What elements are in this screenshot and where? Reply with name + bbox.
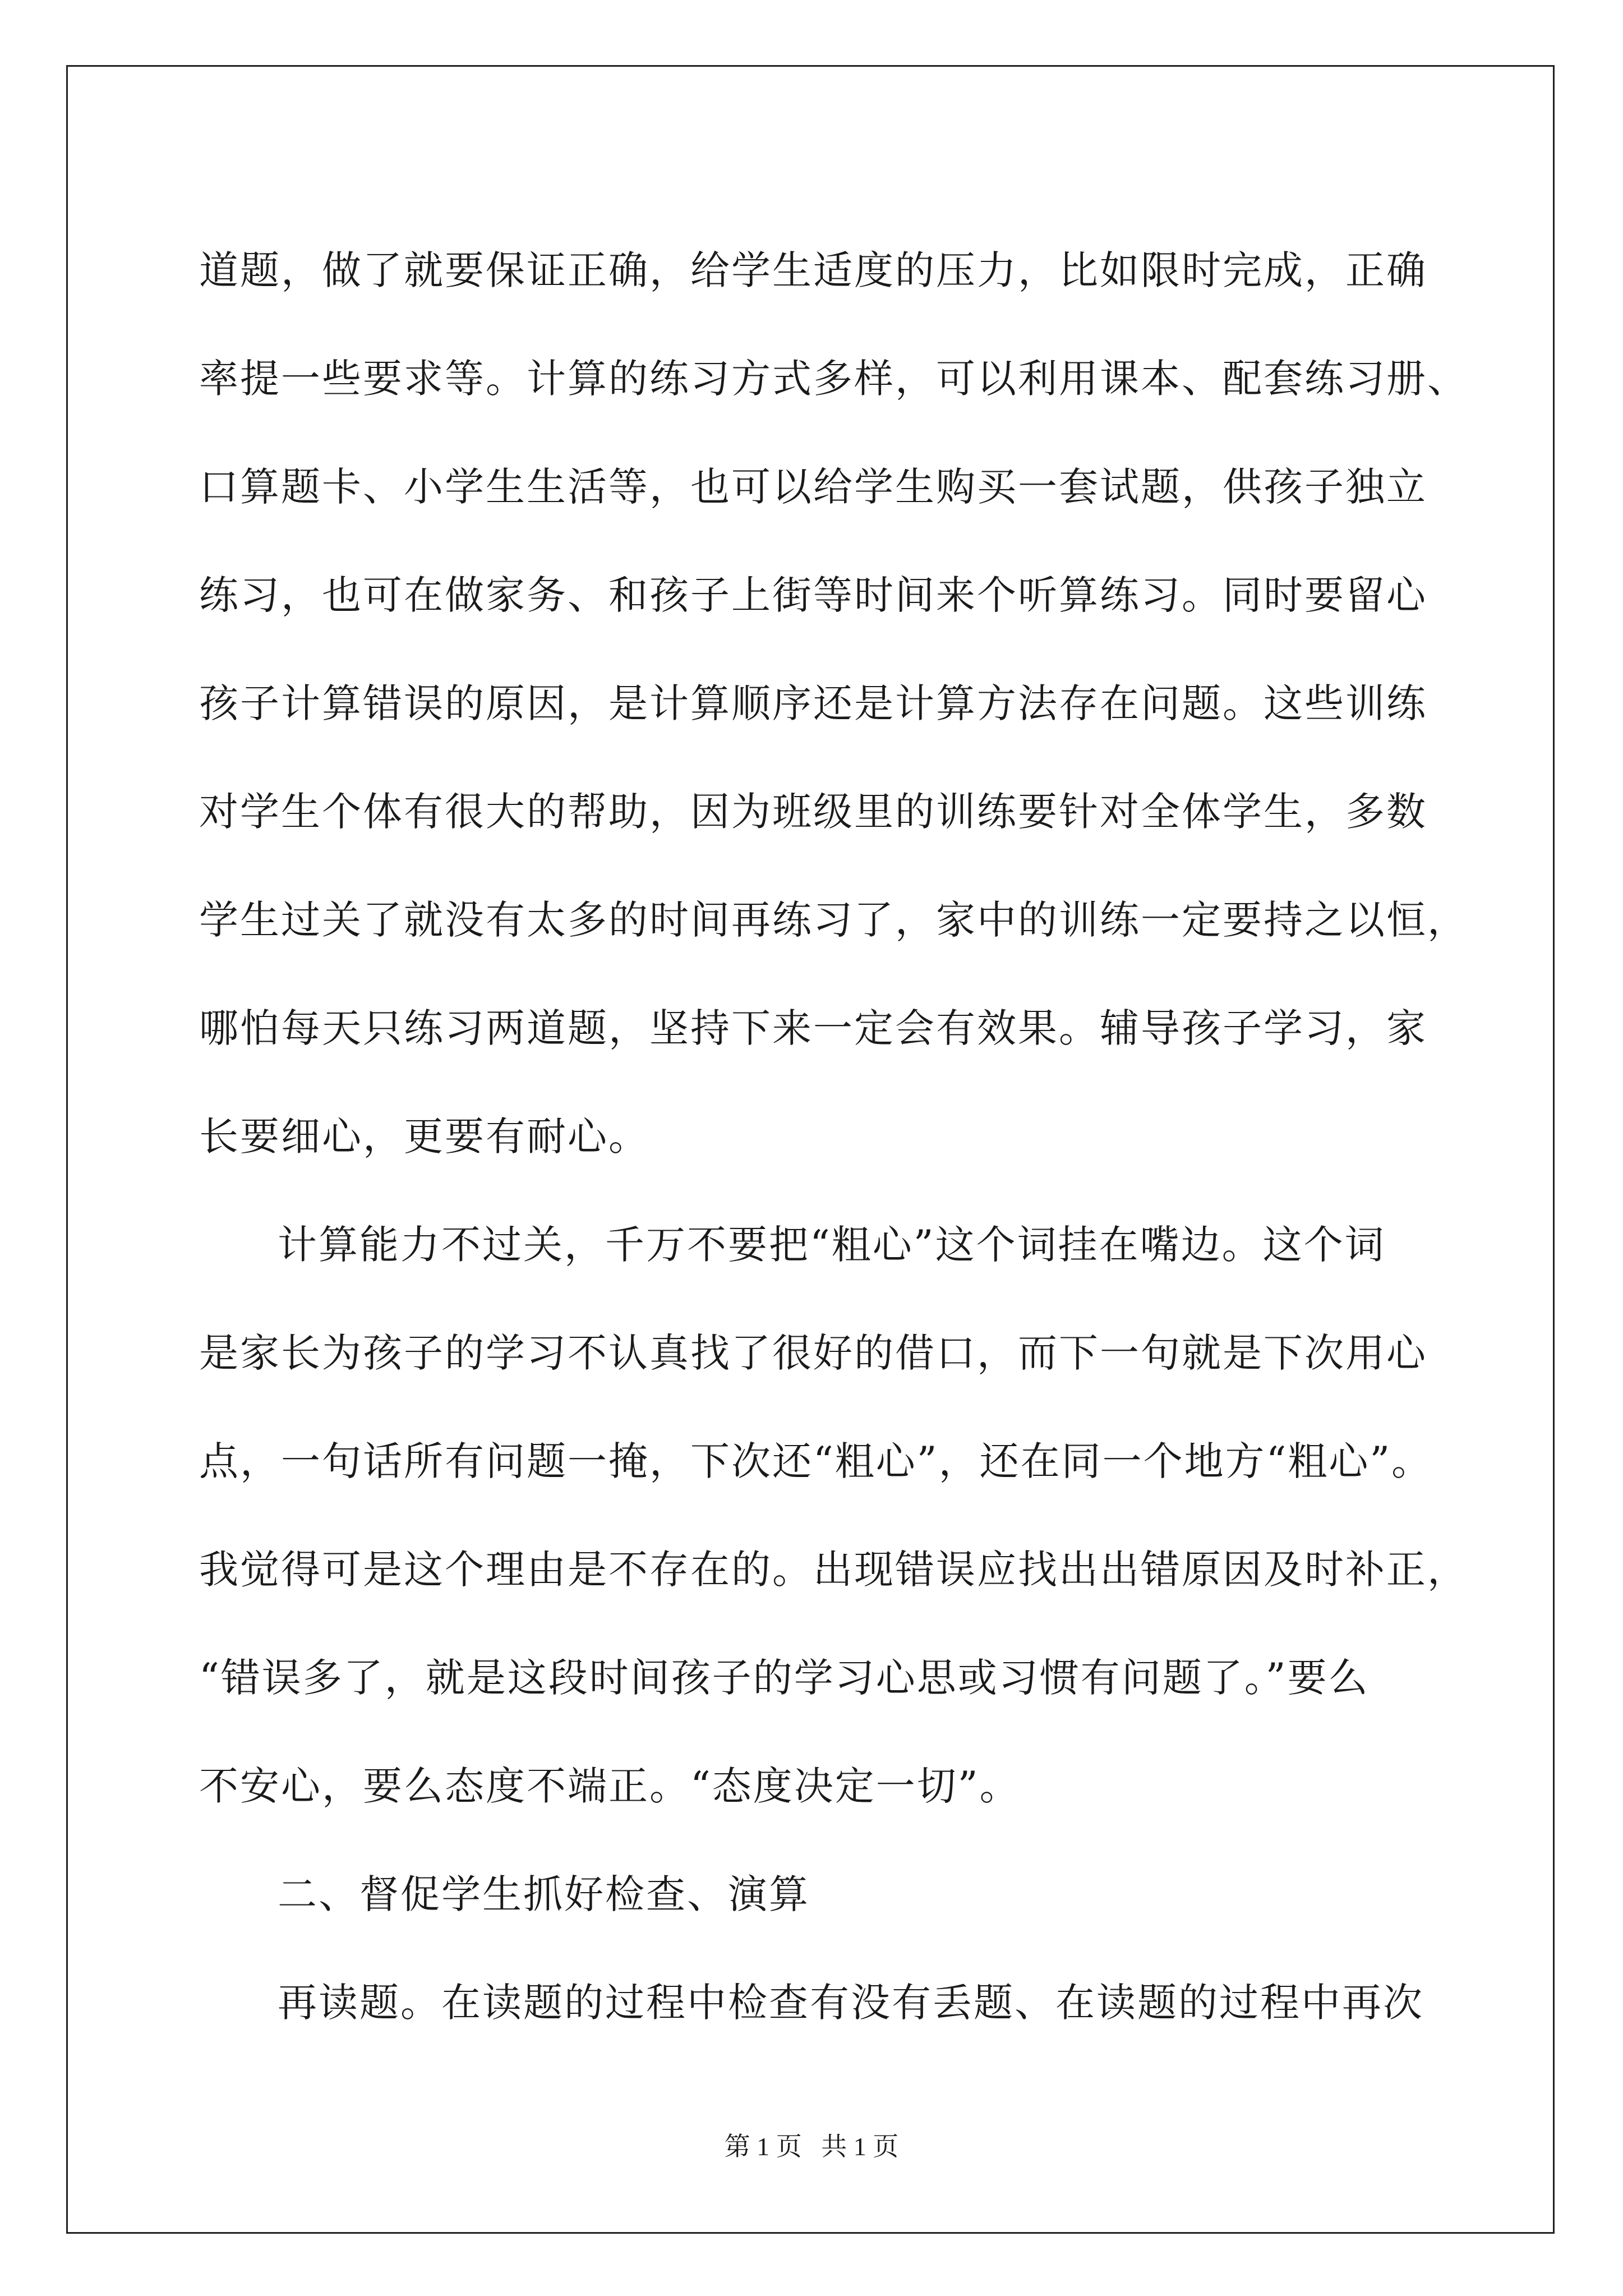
text-line: 学生过关了就没有太多的时间再练习了，家中的训练一定要持之以恒， <box>199 897 1468 943</box>
text-line: 是家长为孩子的学习不认真找了很好的借口，而下一句就是下次用心 <box>199 1330 1427 1376</box>
paragraph-first-line: 计算能力不过关，千万不要把“粗心”这个词挂在嘴边。这个词 <box>278 1222 1386 1268</box>
text-line: “错误多了，就是这段时间孩子的学习心思或习惯有问题了。”要么 <box>199 1655 1370 1701</box>
text-line: 点，一句话所有问题一掩，下次还“粗心”，还在同一个地方“粗心”。 <box>199 1438 1433 1484</box>
text-line: 率提一些要求等。计算的练习方式多样，可以利用课本、配套练习册、 <box>199 356 1468 402</box>
document-body <box>199 217 1468 2057</box>
text-line: 口算题卡、小学生生活等，也可以给学生购买一套试题，供孩子独立 <box>199 464 1427 510</box>
text-line: 孩子计算错误的原因，是计算顺序还是计算方法存在问题。这些训练 <box>199 680 1427 726</box>
text-line: 我觉得可是这个理由是不存在的。出现错误应找出出错原因及时补正， <box>199 1547 1468 1593</box>
text-line: 练习，也可在做家务、和孩子上街等时间来个听算练习。同时要留心 <box>199 572 1427 618</box>
section-heading: 二、督促学生抓好检查、演算 <box>278 1871 810 1917</box>
text-line: 对学生个体有很大的帮助，因为班级里的训练要针对全体学生，多数 <box>199 789 1427 835</box>
text-line: 道题，做了就要保证正确，给学生适度的压力，比如限时完成，正确 <box>199 247 1427 293</box>
text-line: 不安心，要么态度不端正。“态度决定一切”。 <box>199 1763 1021 1809</box>
page-footer: 第 1 页 共 1 页 <box>724 2132 899 2161</box>
paragraph-first-line: 再读题。在读题的过程中检查有没有丢题、在读题的过程中再次 <box>278 1980 1424 2026</box>
text-line: 长要细心，更要有耐心。 <box>199 1114 649 1159</box>
text-line: 哪怕每天只练习两道题，坚持下来一定会有效果。辅导孩子学习，家 <box>199 1005 1427 1051</box>
